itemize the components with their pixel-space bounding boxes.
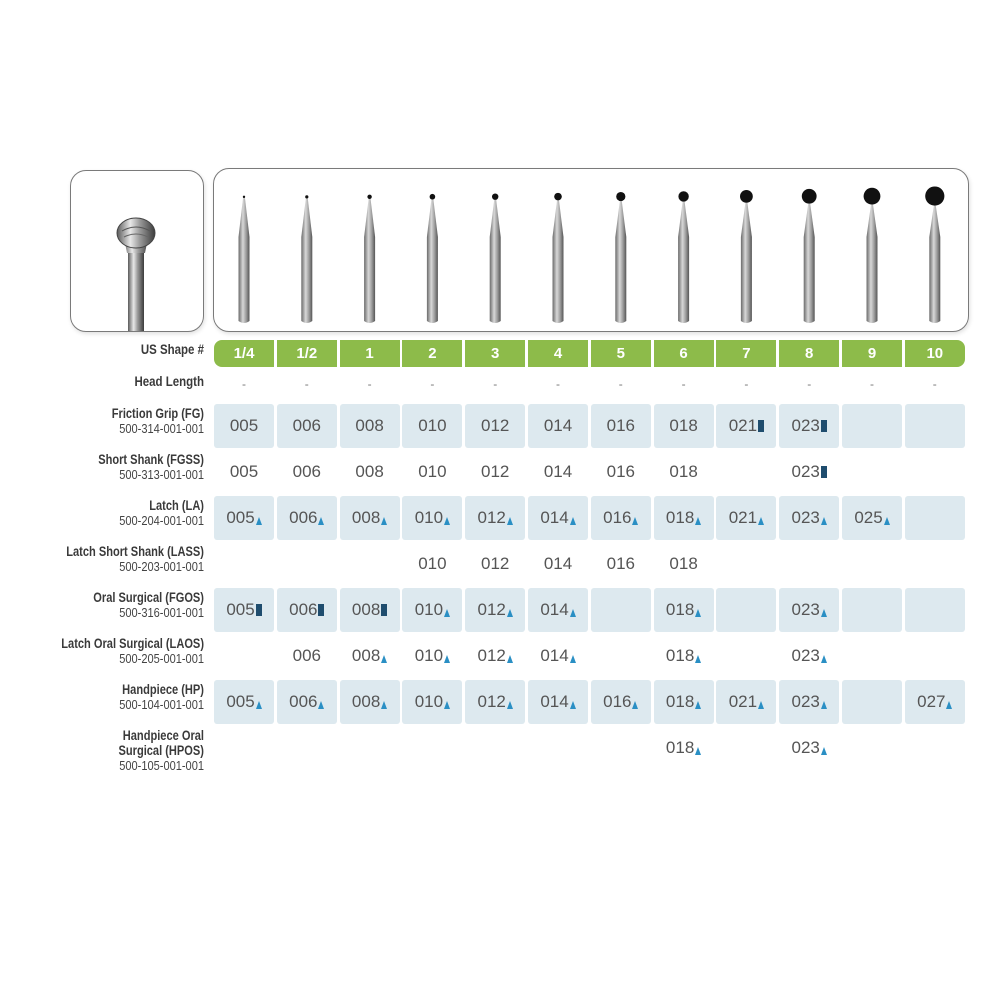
triangle-marker-icon [507,701,513,709]
head-length-value: - [556,377,560,391]
product-code: 005 [226,600,255,619]
product-code-cell[interactable] [340,680,400,724]
size-header-cell: 8 [779,340,839,367]
triangle-marker-icon [632,517,638,525]
size-header-cell: 1 [340,340,400,367]
row-label [0,682,204,712]
product-code: 018 [665,646,695,665]
product-code: 018 [669,462,698,481]
product-code-cell [905,404,965,448]
bur-illustration [678,191,689,323]
row-part-number: 500-316-001-001 [119,605,204,620]
product-code-cell[interactable] [716,404,776,448]
product-code-cell[interactable] [654,680,714,724]
product-code-cell[interactable] [277,588,337,632]
square-marker-icon [758,420,764,432]
product-code: 008 [351,508,381,527]
product-code-cell[interactable] [654,450,714,494]
row-part-number: 500-314-001-001 [119,421,204,436]
product-code-cell [465,726,525,770]
triangle-marker-icon [381,655,387,663]
product-code: 014 [540,508,569,527]
product-code-cell [716,726,776,770]
bur-illustration [864,188,881,323]
product-code-cell [716,588,776,632]
product-code-cell[interactable] [277,680,337,724]
product-code-cell[interactable] [654,404,714,448]
triangle-marker-icon [444,701,450,709]
head-length-value: - [681,377,686,391]
product-code-cell[interactable] [214,404,274,448]
product-code-cell [716,542,776,586]
row-part-number: 500-313-001-001 [119,467,204,482]
triangle-marker-icon [884,517,890,525]
product-code: 010 [414,646,444,665]
product-code: 014 [543,462,573,481]
product-code-cell [716,634,776,678]
row-label [0,636,204,666]
triangle-marker-icon [821,747,827,755]
product-code-cell[interactable] [528,496,588,540]
row-part-number: 500-203-001-001 [119,559,204,574]
size-header-cell: 7 [716,340,776,367]
size-header-cell: 4 [528,340,588,367]
row-label [0,498,204,528]
triangle-marker-icon [256,701,262,709]
triangle-marker-icon [570,655,576,663]
product-code-cell [842,634,902,678]
bur-size-illustrations [214,169,968,331]
triangle-marker-icon [821,517,827,525]
product-code-cell[interactable] [779,588,839,632]
product-code: 012 [481,416,510,435]
triangle-marker-icon [444,517,450,525]
product-code-cell[interactable] [465,496,525,540]
product-code-cell[interactable] [465,450,525,494]
product-code-cell [591,726,651,770]
product-code-cell[interactable] [528,450,588,494]
triangle-marker-icon [695,517,701,525]
product-code-cell[interactable] [779,726,839,770]
triangle-marker-icon [507,517,513,525]
product-code-cell[interactable] [277,404,337,448]
product-code-cell [842,542,902,586]
product-code-cell[interactable] [654,542,714,586]
bur-illustration [615,192,626,323]
triangle-marker-icon [821,609,827,617]
product-code-cell [340,726,400,770]
triangle-marker-icon [946,701,952,709]
product-code: 014 [540,600,569,619]
product-code-cell[interactable] [528,542,588,586]
triangle-marker-icon [758,517,764,525]
product-code-cell[interactable] [716,496,776,540]
product-code-cell[interactable] [779,634,839,678]
head-length-value: - [932,377,937,391]
product-code-cell[interactable] [779,680,839,724]
product-code-cell[interactable] [340,634,400,678]
product-code: 012 [481,554,510,573]
row-part-number: 500-104-001-001 [119,697,204,712]
product-code: 023 [791,462,820,481]
product-code-cell[interactable] [528,634,588,678]
product-code: 023 [791,416,820,435]
us-shape-label: US Shape # [140,341,204,357]
square-marker-icon [318,604,324,616]
product-code-cell [716,450,776,494]
row-name: Latch (LA) [149,498,204,513]
product-code: 018 [669,554,698,573]
square-marker-icon [821,420,827,432]
product-code-cell[interactable] [779,404,839,448]
product-code: 016 [603,508,632,527]
product-code-cell[interactable] [340,450,400,494]
product-code-cell[interactable] [214,680,274,724]
triangle-marker-icon [507,655,513,663]
product-code: 010 [414,692,444,711]
product-code: 012 [481,462,510,481]
product-code: 005 [229,462,259,481]
triangle-marker-icon [381,701,387,709]
product-code-cell[interactable] [779,450,839,494]
product-code-cell [905,588,965,632]
product-code-cell[interactable] [214,496,274,540]
product-code-cell [905,496,965,540]
row-name: Surgical (HPOS) [118,743,204,758]
triangle-marker-icon [381,517,387,525]
bur-illustration [364,195,375,323]
triangle-marker-icon [256,517,262,525]
size-header-cell: 1/4 [214,340,274,367]
product-code: 023 [791,692,820,711]
product-code: 016 [606,554,635,573]
product-code: 008 [351,692,381,711]
product-code-cell[interactable] [528,680,588,724]
bur-illustration [239,196,250,323]
product-code-cell[interactable] [591,404,651,448]
square-marker-icon [256,604,262,616]
product-code: 005 [229,416,259,435]
round-bur-image [71,171,203,331]
row-name: Handpiece Oral [122,728,204,743]
product-code-cell[interactable] [277,496,337,540]
triangle-marker-icon [695,655,701,663]
size-header-row [0,340,1000,367]
product-code-cell[interactable] [465,680,525,724]
bur-illustration [553,193,564,323]
head-length-value: - [744,377,749,391]
product-code-cell [528,726,588,770]
triangle-marker-icon [318,701,324,709]
triangle-marker-icon [695,747,701,755]
product-code: 014 [543,554,573,573]
product-code: 025 [854,508,883,527]
product-code: 010 [418,462,447,481]
row-name: Oral Surgical (FGOS) [93,590,204,605]
product-code: 010 [414,508,444,527]
head-length-value: - [618,377,623,391]
product-code: 018 [665,508,695,527]
row-part-number: 500-205-001-001 [119,651,204,666]
square-marker-icon [381,604,387,616]
bur-illustration [802,189,817,323]
product-code: 014 [543,416,573,435]
size-header-cell: 1/2 [277,340,337,367]
size-header-cell: 3 [465,340,525,367]
head-length-value: - [870,377,874,391]
row-part-number: 500-105-001-001 [119,758,204,773]
product-code-cell[interactable] [402,404,462,448]
product-code-cell[interactable] [402,680,462,724]
product-code: 021 [728,416,758,435]
product-code: 005 [226,508,255,527]
product-code: 008 [351,600,381,619]
product-code-cell[interactable] [402,588,462,632]
triangle-marker-icon [444,609,450,617]
product-code-cell[interactable] [654,496,714,540]
product-code-cell[interactable] [654,634,714,678]
product-code-cell [591,634,651,678]
product-code-cell [842,680,902,724]
product-code: 006 [292,462,321,481]
square-marker-icon [821,466,827,478]
product-code: 018 [669,416,698,435]
row-label [0,544,204,574]
size-header-cell: 5 [591,340,651,367]
product-code-cell[interactable] [277,450,337,494]
triangle-marker-icon [570,517,576,525]
product-code-cell[interactable] [842,496,902,540]
product-code-cell [779,542,839,586]
product-code: 005 [226,692,255,711]
product-code: 006 [292,416,321,435]
head-length-value: - [807,377,812,391]
product-code-cell[interactable] [716,680,776,724]
product-code-cell[interactable] [591,496,651,540]
triangle-marker-icon [695,609,701,617]
product-code: 006 [292,646,321,665]
product-code-cell [905,726,965,770]
head-length-value: - [493,377,498,391]
product-code-cell[interactable] [591,680,651,724]
product-code-cell[interactable] [465,634,525,678]
row-name: Latch Short Shank (LASS) [66,544,204,559]
head-length-value: - [430,377,435,391]
product-code-cell[interactable] [402,634,462,678]
product-code-cell [842,726,902,770]
bur-sizes-panel [213,168,969,332]
bur-illustration [301,195,312,323]
product-code-cell[interactable] [465,404,525,448]
product-code: 006 [289,508,318,527]
product-code-cell[interactable] [654,588,714,632]
product-code: 023 [791,600,820,619]
product-code: 006 [289,692,318,711]
bur-illustration [740,190,753,323]
product-code: 010 [418,554,447,573]
product-code: 012 [477,692,506,711]
bur-illustration [925,186,944,323]
head-length-label: Head Length [134,373,204,389]
product-code-cell[interactable] [779,496,839,540]
product-code: 012 [477,646,506,665]
size-header-cell: 10 [905,340,965,367]
product-code-cell [214,542,274,586]
product-code: 012 [477,508,506,527]
row-label [0,406,204,436]
triangle-marker-icon [318,517,324,525]
product-code-cell[interactable] [465,588,525,632]
row-name: Friction Grip (FG) [111,406,204,421]
row-label [0,590,204,620]
product-code: 014 [540,646,569,665]
product-code-cell [842,588,902,632]
triangle-marker-icon [695,701,701,709]
product-code: 018 [665,600,695,619]
product-code: 016 [606,416,635,435]
product-code: 023 [791,508,820,527]
product-code: 016 [606,462,635,481]
product-code-cell[interactable] [340,404,400,448]
row-name: Latch Oral Surgical (LAOS) [61,636,205,651]
row-part-number: 500-204-001-001 [119,513,204,528]
head-length-value: - [367,377,372,391]
size-header-cell: 2 [402,340,462,367]
product-image-panel [70,170,204,332]
product-code-cell[interactable] [654,726,714,770]
product-code-cell [214,726,274,770]
row-label [0,728,204,773]
product-code: 023 [791,646,820,665]
triangle-marker-icon [570,609,576,617]
product-code-cell [905,450,965,494]
product-code-cell[interactable] [340,588,400,632]
product-code: 008 [355,462,384,481]
product-code-cell [842,404,902,448]
product-code-cell[interactable] [402,450,462,494]
product-code-cell [214,634,274,678]
product-code: 006 [289,600,318,619]
product-code-cell [402,726,462,770]
triangle-marker-icon [507,609,513,617]
product-code-cell[interactable] [402,496,462,540]
product-code: 016 [603,692,632,711]
product-code-cell[interactable] [905,680,965,724]
product-code: 012 [477,600,506,619]
row-label [0,452,204,482]
row-name: Short Shank (FGSS) [98,452,204,467]
product-code: 021 [728,508,758,527]
product-code: 023 [791,738,820,757]
triangle-marker-icon [632,701,638,709]
product-code-cell[interactable] [591,542,651,586]
product-code-cell[interactable] [465,542,525,586]
product-code-cell [905,542,965,586]
product-code: 018 [665,692,695,711]
head-length-value: - [304,377,309,391]
product-code-cell [277,726,337,770]
product-code-cell[interactable] [214,450,274,494]
triangle-marker-icon [570,701,576,709]
triangle-marker-icon [758,701,764,709]
product-code: 008 [351,646,381,665]
product-code: 021 [728,692,758,711]
bur-illustration [490,193,501,323]
row-name: Handpiece (HP) [122,682,204,697]
product-code-cell [842,450,902,494]
triangle-marker-icon [444,655,450,663]
product-code-cell[interactable] [528,404,588,448]
size-header-cell: 9 [842,340,902,367]
product-code-cell[interactable] [277,634,337,678]
triangle-marker-icon [821,655,827,663]
product-code-cell [905,634,965,678]
product-code-cell[interactable] [528,588,588,632]
product-code-cell [277,542,337,586]
product-code-cell[interactable] [340,496,400,540]
head-length-value: - [242,377,246,391]
product-code: 027 [917,692,946,711]
product-code-cell [340,542,400,586]
product-code: 008 [355,416,384,435]
product-code: 010 [414,600,444,619]
product-code-cell[interactable] [591,450,651,494]
bur-illustration [427,194,438,323]
product-code-cell [591,588,651,632]
size-header-cell: 6 [654,340,714,367]
product-code: 010 [418,416,447,435]
triangle-marker-icon [821,701,827,709]
product-code: 014 [540,692,569,711]
product-code: 018 [665,738,695,757]
product-code-cell[interactable] [214,588,274,632]
product-code-cell[interactable] [402,542,462,586]
